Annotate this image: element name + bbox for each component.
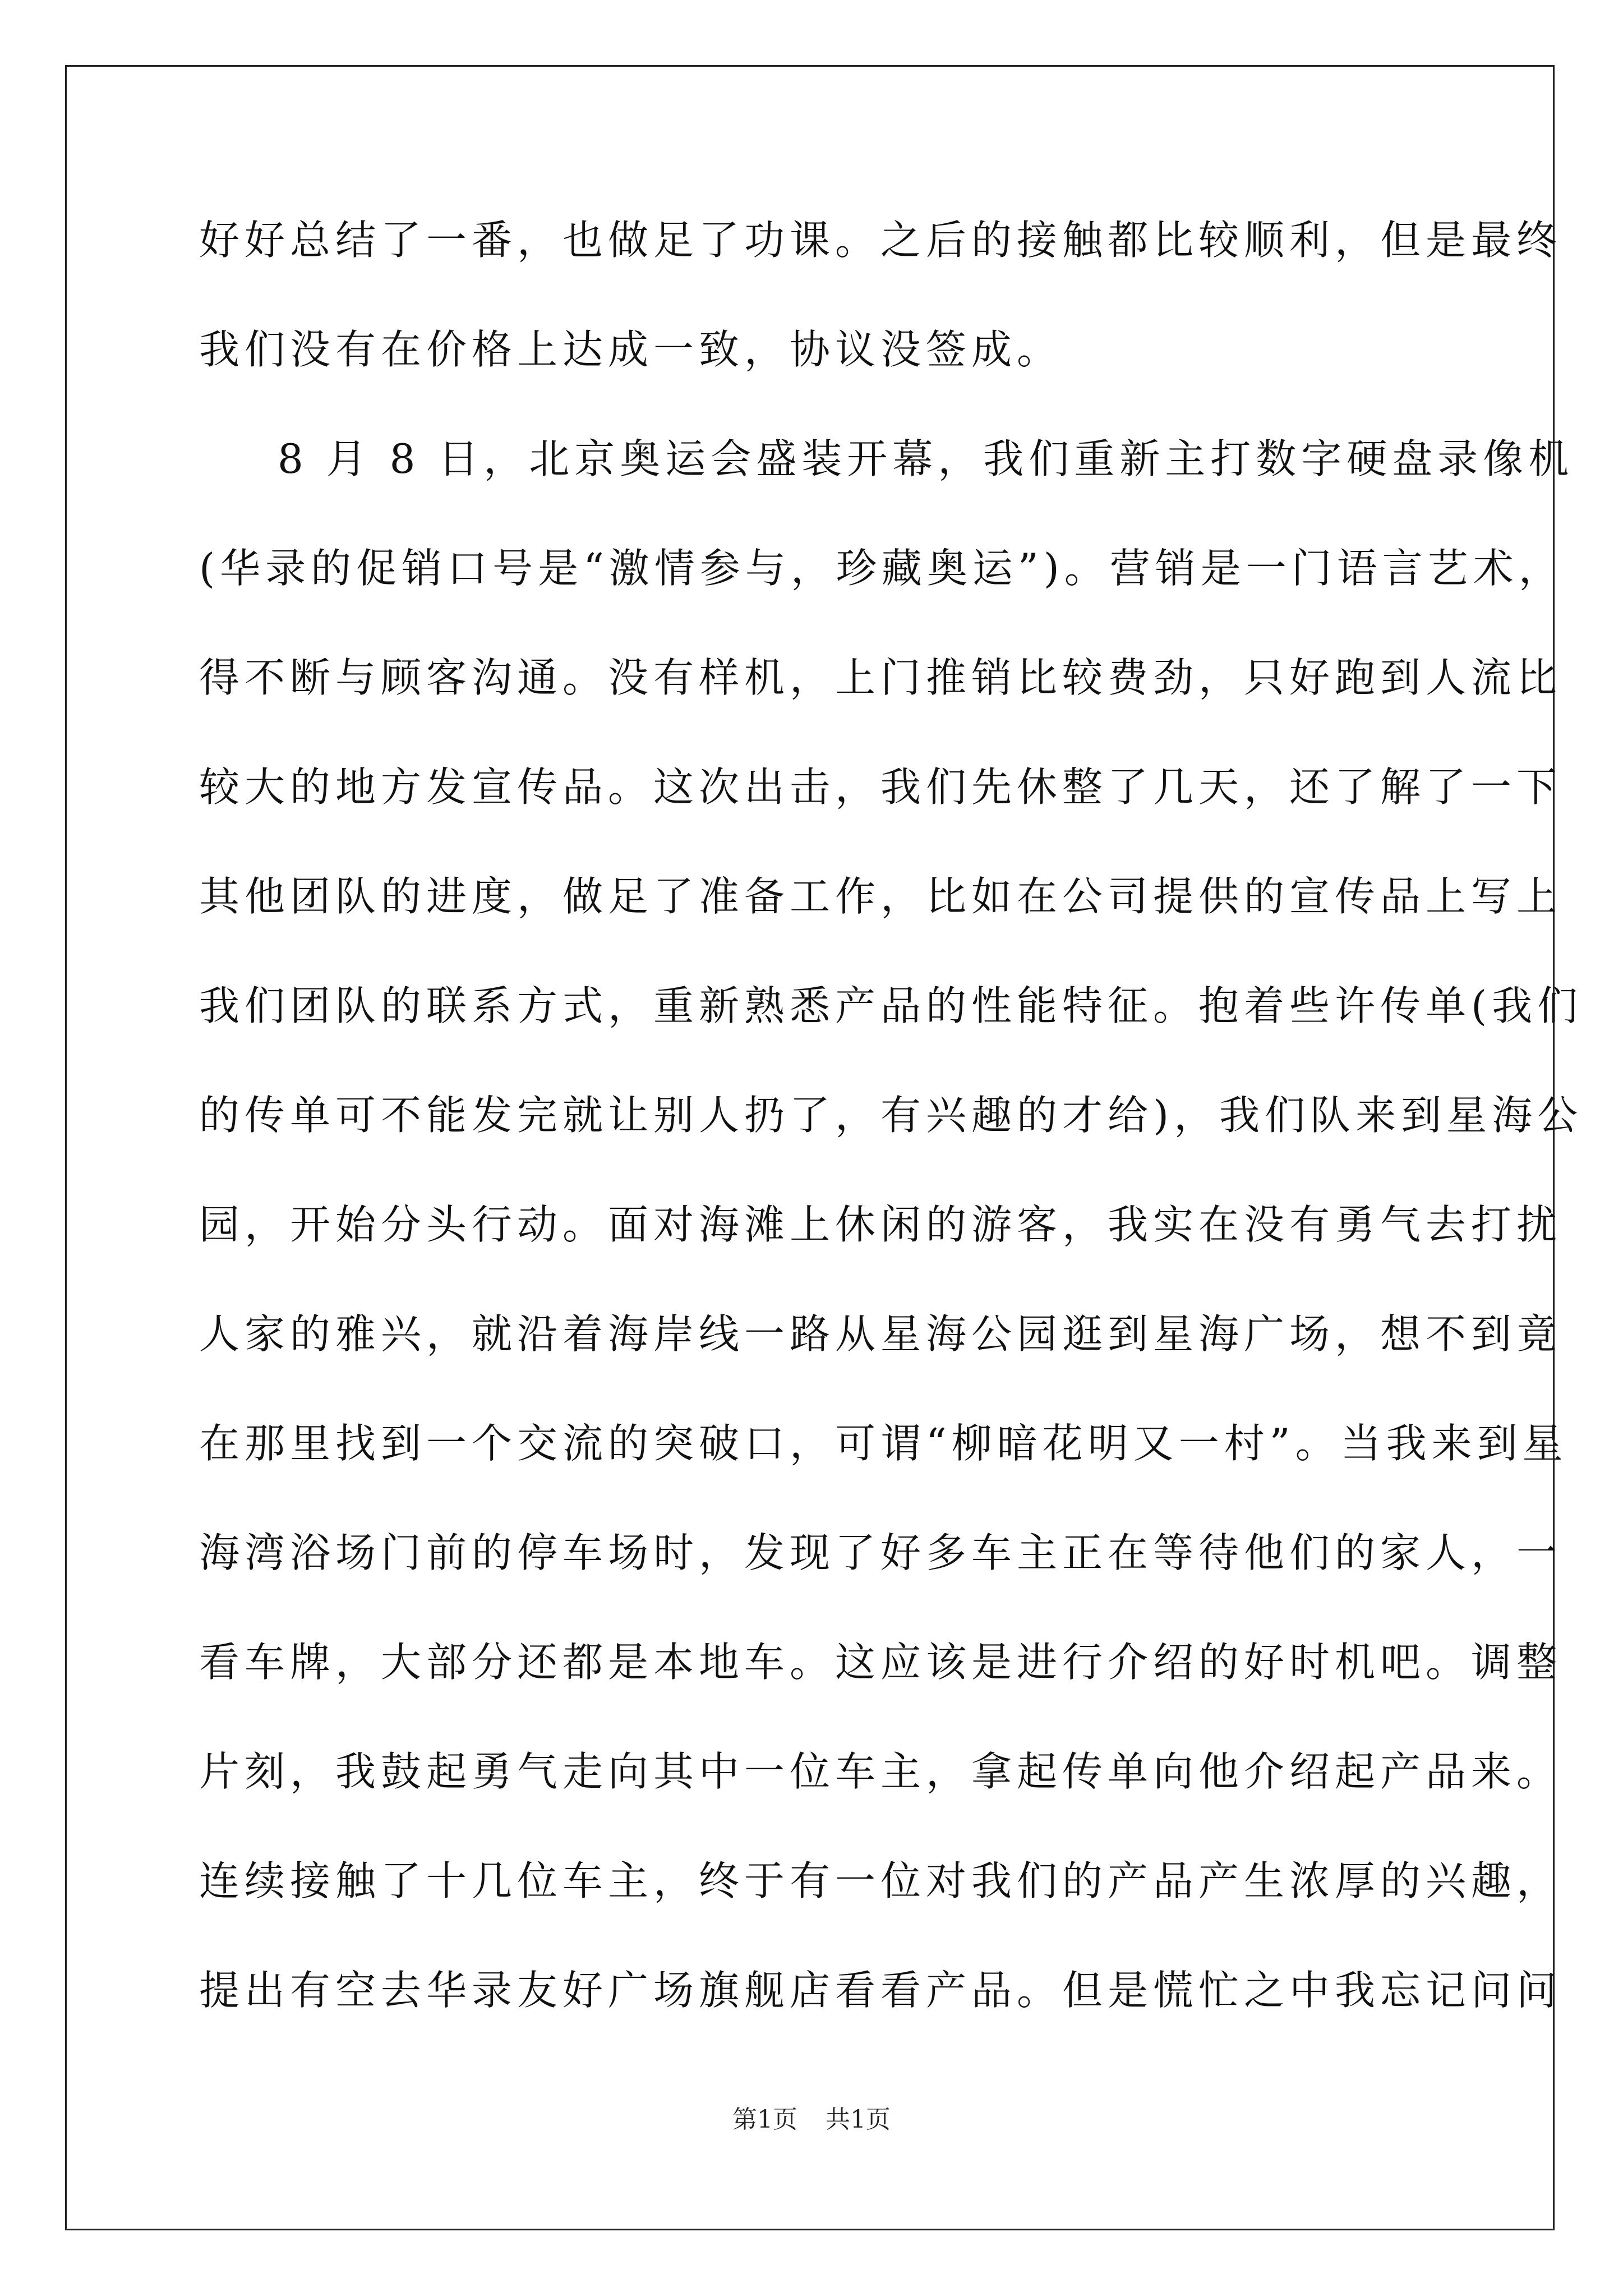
text-line: 我们团队的联系方式，重新熟悉产品的性能特征。抱着些许传单(我们 — [199, 982, 1583, 1029]
text-line: 看车牌，大部分还都是本地车。这应该是进行介绍的好时机吧。调整 — [199, 1639, 1562, 1686]
text-line: 园，开始分头行动。面对海滩上休闲的游客，我实在没有勇气去打扰 — [199, 1201, 1562, 1248]
text-line: 我们没有在价格上达成一致，协议没签成。 — [199, 326, 1063, 373]
text-line: 连续接触了十几位车主，终于有一位对我们的产品产生浓厚的兴趣， — [199, 1857, 1562, 1904]
page-footer — [0, 2099, 1623, 2135]
paragraph-first-line: 8 月 8 日，北京奥运会盛装开幕，我们重新主打数字硬盘录像机 — [278, 435, 1574, 482]
text-line: 人家的雅兴，就沿着海岸线一路从星海公园逛到星海广场，想不到竟 — [199, 1310, 1562, 1358]
text-line: 得不断与顾客沟通。没有样机，上门推销比较费劲，只好跑到人流比 — [199, 654, 1562, 701]
text-line: (华录的促销口号是“激情参与，珍藏奥运”)。营销是一门语言艺术， — [199, 545, 1564, 592]
text-line: 好好总结了一番，也做足了功课。之后的接触都比较顺利，但是最终 — [199, 217, 1562, 264]
text-line: 较大的地方发宣传品。这次出击，我们先休整了几天，还了解了一下 — [199, 763, 1562, 811]
page-number: 第1页 — [732, 2105, 797, 2134]
text-line: 提出有空去华录友好广场旗舰店看看产品。但是慌忙之中我忘记问问 — [199, 1967, 1562, 2014]
page-total: 共1页 — [826, 2105, 891, 2134]
text-line: 海湾浴场门前的停车场时，发现了好多车主正在等待他们的家人，一 — [199, 1529, 1562, 1576]
text-line: 的传单可不能发完就让别人扔了，有兴趣的才给)，我们队来到星海公 — [199, 1092, 1583, 1139]
text-line: 片刻，我鼓起勇气走向其中一位车主，拿起传单向他介绍起产品来。 — [199, 1748, 1562, 1795]
text-line: 在那里找到一个交流的突破口，可谓“柳暗花明又一村”。当我来到星 — [199, 1420, 1568, 1467]
text-line: 其他团队的进度，做足了准备工作，比如在公司提供的宣传品上写上 — [199, 873, 1562, 920]
